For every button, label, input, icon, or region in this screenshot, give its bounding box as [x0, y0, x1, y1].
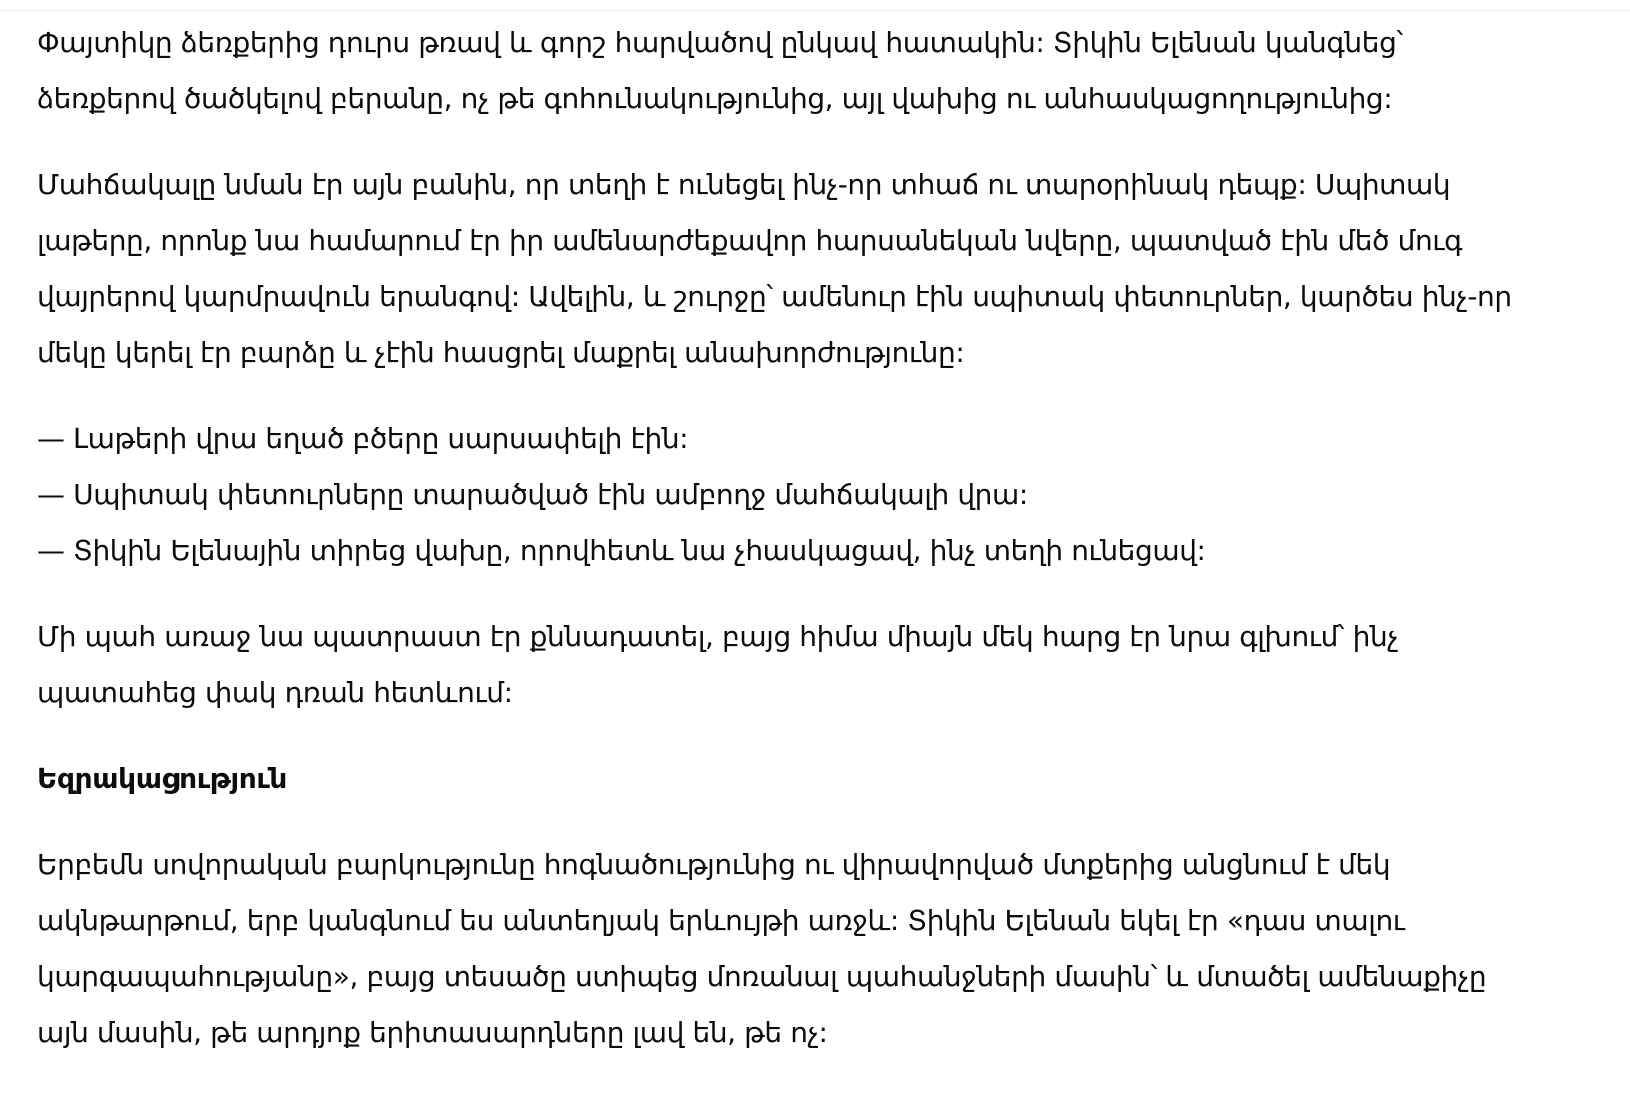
document-content — [37, 15, 1597, 1061]
top-divider — [0, 10, 1630, 11]
paragraph-line: կարգապահությանը», բայց տեսածը ստիպեց մոռանալ պահանջների մասին՝ և մտածել ամենաքիչը — [37, 960, 1487, 993]
paragraph-line: Երբեմն սովորական բարկությունը հոգնածությունից ու վիրավորված մտքերից անցնում է մեկ — [37, 848, 1391, 881]
paragraph-line: ձեռքերով ծածկելով բերանը, ոչ թե գոհունակությունից, այլ վախից ու անհասկացողությունից: — [37, 82, 1393, 115]
paragraph-1 — [37, 15, 1597, 127]
paragraph-line: լաթերը, որոնք նա համարում էր իր ամենարժեքավոր հարսանեկան նվերը, պատված էին մեծ մուգ — [37, 224, 1463, 257]
paragraph-4 — [37, 837, 1597, 1061]
list-item: — Սպիտակ փետուրները տարածված էին ամբողջ մահճակալի վրա: — [37, 478, 1028, 511]
paragraph-2 — [37, 157, 1597, 381]
paragraph-line: մեկը կերել էր բարձը և չէին հասցրել մաքրել անախորժությունը: — [37, 336, 965, 369]
paragraph-line: Մի պահ առաջ նա պատրաստ էր քննադատել, բայց հիմա միայն մեկ հարց էր նրա գլխում՝ ինչ — [37, 620, 1399, 653]
paragraph-line: այն մասին, թե արդյոք երիտասարդները լավ են, թե ոչ: — [37, 1016, 828, 1049]
paragraph-line: պատահեց փակ դռան հետևում: — [37, 676, 513, 709]
paragraph-line: ակնթարթում, երբ կանգնում ես անտեղյակ երևույթի առջև: Տիկին Ելենան եկել էր «դաս տալու — [37, 904, 1405, 937]
paragraph-line: Փայտիկը ձեռքերից դուրս թռավ և գորշ հարվածով ընկավ հատակին: Տիկին Ելենան կանգնեց՝ — [37, 26, 1403, 59]
paragraph-line: վայրերով կարմրավուն երանգով: Ավելին, և շուրջը՝ ամենուր էին սպիտակ փետուրներ, կարծես ինչ-որ — [37, 280, 1512, 313]
paragraph-line: Մահճակալը նման էր այն բանին, որ տեղի է ունեցել ինչ-որ տհաճ ու տարօրինակ դեպք: Սպիտակ — [37, 168, 1451, 201]
list-item: — Լաթերի վրա եղած բծերը սարսափելի էին: — [37, 422, 689, 455]
section-heading: Եզրակացություն — [37, 762, 287, 795]
dash-list — [37, 411, 1597, 579]
list-item: — Տիկին Ելենային տիրեց վախը, որովհետև նա չհասկացավ, ինչ տեղի ունեցավ: — [37, 534, 1206, 567]
paragraph-3 — [37, 609, 1597, 721]
